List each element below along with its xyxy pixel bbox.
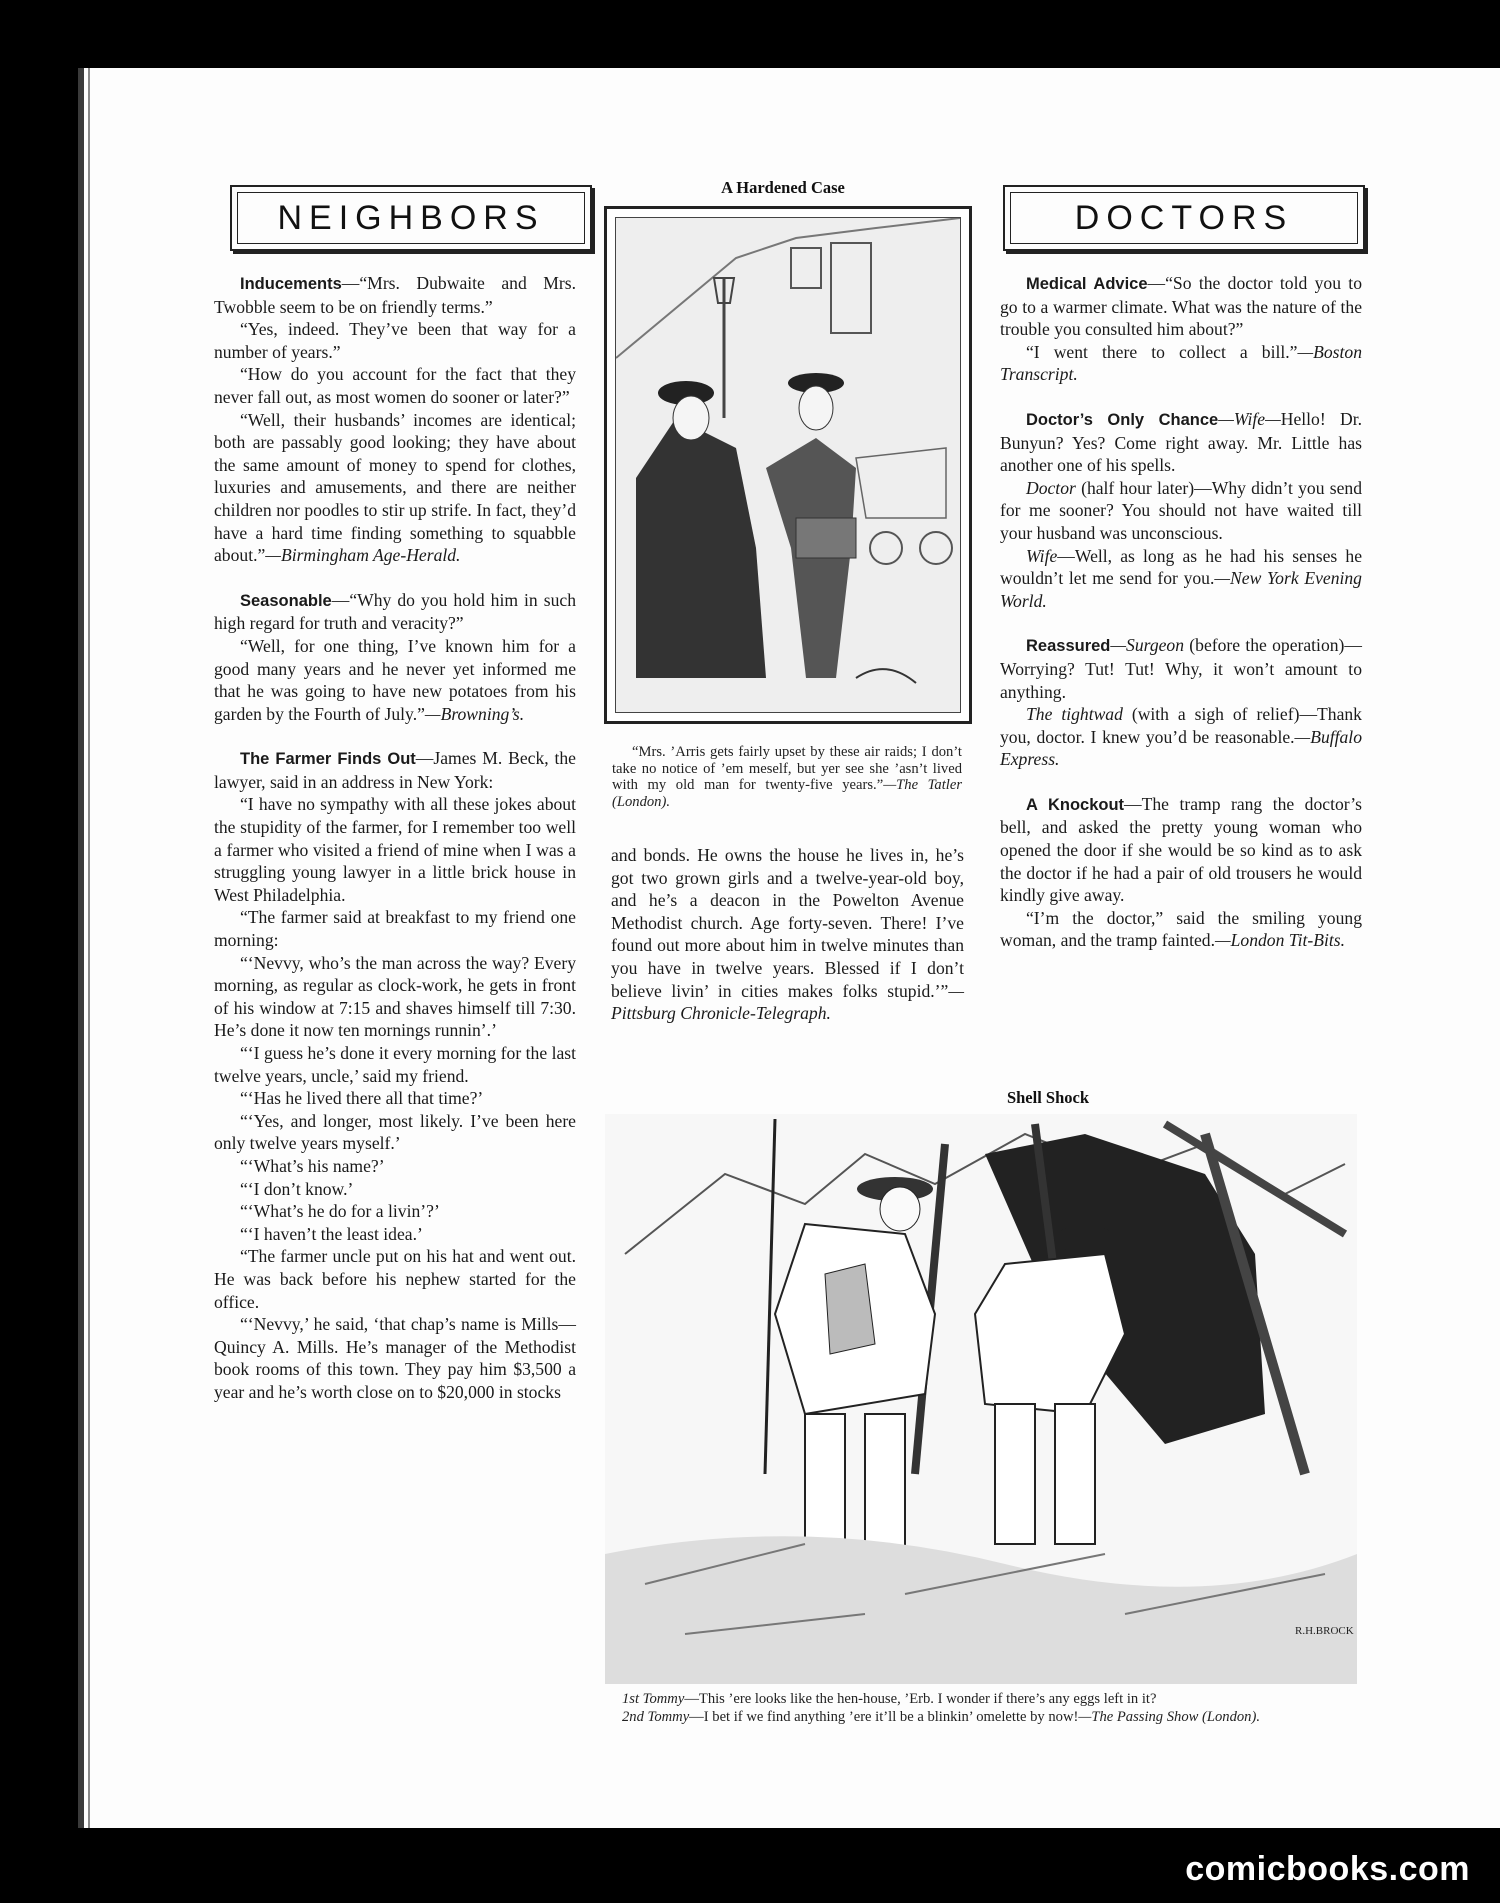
page-spine-line [88, 68, 90, 1828]
seasonable-lead: Seasonable [240, 591, 332, 610]
article-text: “Well, their husbands’ incomes are identical; both are passably good looking; they have about the same amount of money to spend for clothes, luxuries and amusements, and there are neither children nor poodles to stir up strife. In fact, they’d have a hard time finding something to squabble about.”—Birmingham Age-Herald. [214, 409, 576, 566]
neighbors-heading-box [230, 185, 592, 251]
caption-source: —The Tatler (London). [612, 777, 962, 810]
doctors-heading: DOCTORS [1074, 198, 1294, 237]
shell-shock-cartoon [605, 1114, 1357, 1684]
neighbors-column [214, 272, 576, 1404]
article-source: —Birmingham Age-Herald. [265, 545, 461, 566]
site-watermark: comicbooks.com [1185, 1850, 1470, 1888]
article-text: “How do you account for the fact that they never fall out, as most women do sooner or later?” [214, 364, 576, 407]
article-text: Wife—Well, as long as he had his senses he wouldn’t let me send for you.—New York Evening World. [1000, 545, 1362, 611]
doctors-chance-article: Doctor’s Only Chance—Wife—Hello! Dr. Bunyun? Yes? Come right away. Mr. Little has another one of his spells. [1000, 408, 1362, 476]
article-text: “I’m the doctor,” said the smiling young woman, and the tramp fainted.—London Tit-Bits. [1000, 907, 1362, 951]
artist-signature: R.H.BROCK [1295, 1625, 1354, 1637]
doctors-column [1000, 272, 1362, 952]
farmer-article: The Farmer Finds Out—James M. Beck, the lawyer, said in an address in New York: [214, 748, 576, 792]
article-text: “‘Nevvy,’ he said, ‘that chap’s name is Mills—Quincy A. Mills. He’s manager of the Methodist book rooms of this town. They pay him $3,500 a year and he’s worth close on to $20,000 in stocks [214, 1314, 576, 1402]
magazine-page [78, 68, 1500, 1828]
article-source: —London Tit-Bits. [1214, 930, 1345, 951]
hardened-case-title: A Hardened Case [721, 178, 845, 197]
article-source: — Pittsburg Chronicle-Telegraph. [611, 980, 964, 1024]
inducements-article [214, 272, 576, 318]
article-text: “I have no sympathy with all these jokes about the stupidity of the farmer, for I remember too well a farmer who visited a friend of mine when I was a struggling young lawyer in a little brick house in West Philadelphia. [214, 794, 576, 905]
reassured-lead: Reassured [1026, 637, 1111, 656]
article-text: “‘Has he lived there all that time?’ [240, 1088, 484, 1109]
seasonable-article: Seasonable—“Why do you hold him in such high regard for truth and veracity?” [214, 589, 576, 634]
doctors-heading-box [1003, 185, 1365, 251]
medical-advice-article: Medical Advice—“So the doctor told you to go to a warmer climate. What was the nature of the trouble you consulted him about?” [1000, 273, 1362, 340]
article-text: “The farmer said at breakfast to my friend one morning: [214, 907, 576, 951]
shell-shock-title: Shell Shock [1006, 1088, 1090, 1107]
trench-illustration [605, 1114, 1357, 1684]
street-scene-illustration [616, 218, 960, 712]
doctors-chance-lead: Doctor’s Only Chance [1026, 410, 1219, 429]
article-text: “Well, for one thing, I’ve known him for a good many years and he never yet informed me that he was going to have new potatoes from his garden by the Fourth of July.”—Browning’s. [214, 635, 576, 724]
article-text: “‘I don’t know.’ [240, 1178, 354, 1199]
medical-advice-lead: Medical Advice [1026, 275, 1148, 293]
inducements-lead: Inducements [240, 275, 342, 293]
article-source: —Browning’s. [424, 703, 525, 724]
article-text: The tightwad (with a sigh of relief)—Thank you, doctor. I knew you’d be reasonable.—Buffalo Express. [1000, 704, 1362, 770]
farmer-continuation-column [611, 844, 964, 1025]
reassured-article: Reassured—Surgeon (before the operation)—Worrying? Tut! Tut! Why, it won’t amount to anything. [1000, 635, 1362, 702]
article-source: —Boston Transcript. [1000, 341, 1362, 385]
article-text: and bonds. He owns the house he lives in, he’s got two grown girls and a twelve-year-old boy, and he’s a deacon in the Powelton Avenue Methodist church. Age forty-seven. There! I’ve found out more about him in twelve minutes than you have in twelve years. Blessed if I don’t believe livin’ in cities makes folks stupid.’”— Pittsburg Chronicle-Telegraph. [611, 845, 964, 1024]
hardened-case-caption: “Mrs. ’Arris gets fairly upset by these air raids; I don’t take no notice of ’em meself, but yer see she ’asn’t lived with my old man for twenty-five years.”—The Tatler (London). [612, 744, 962, 810]
article-text: Doctor (half hour later)—Why didn’t you send for me sooner? You should not have waited till your husband was unconscious. [1000, 477, 1362, 543]
article-text: “Yes, indeed. They’ve been that way for a number of years.” [214, 319, 576, 362]
hardened-case-cartoon [604, 206, 972, 724]
article-text: —“Mrs. Dubwaite and Mrs. Twobble seem to be on friendly terms.” [214, 273, 576, 317]
shell-shock-caption: 1st Tommy—This ’ere looks like the hen-house, ’Erb. I wonder if there’s any eggs left in it? 2nd Tommy—I bet if we find anything ’ere it’ll be a blinkin’ omelette by now!—The Passing Show (London). [622, 1691, 1260, 1725]
page-spine [78, 68, 84, 1828]
caption-source: —The Passing Show (London). [1078, 1709, 1260, 1725]
article-text: “‘I haven’t the least idea.’ [240, 1223, 423, 1244]
article-source: —New York Evening World. [1000, 568, 1362, 611]
article-text: “‘What’s his name?’ [240, 1155, 385, 1176]
article-text: “I went there to collect a bill.”—Boston Transcript. [1000, 341, 1362, 385]
article-source: —Buffalo Express. [1000, 726, 1362, 770]
knockout-article: A Knockout—The tramp rang the doctor’s bell, and asked the pretty young woman who opened the door if she would be so kind as to ask the doctor if he had a pair of old trousers he would kindly give away. [1000, 793, 1363, 906]
article-text: “‘I guess he’s done it every morning for the last twelve years, uncle,’ said my friend. [214, 1043, 576, 1086]
article-text: “‘Yes, and longer, most likely. I’ve been here only twelve years myself.’ [214, 1110, 576, 1154]
farmer-lead: The Farmer Finds Out [240, 750, 416, 769]
article-text: “‘Nevvy, who’s the man across the way? Every morning, as regular as clock-work, he gets in front of his window at 7:15 and shaves himself till 7:30. He’s done it now ten mornings runnin’.’ [214, 952, 576, 1041]
article-text: “‘What’s he do for a livin’?’ [240, 1201, 440, 1222]
knockout-lead: A Knockout [1026, 795, 1125, 814]
neighbors-heading: NEIGHBORS [277, 198, 545, 237]
article-text: “The farmer uncle put on his hat and went out. He was back before his nephew started for the office. [214, 1246, 576, 1312]
